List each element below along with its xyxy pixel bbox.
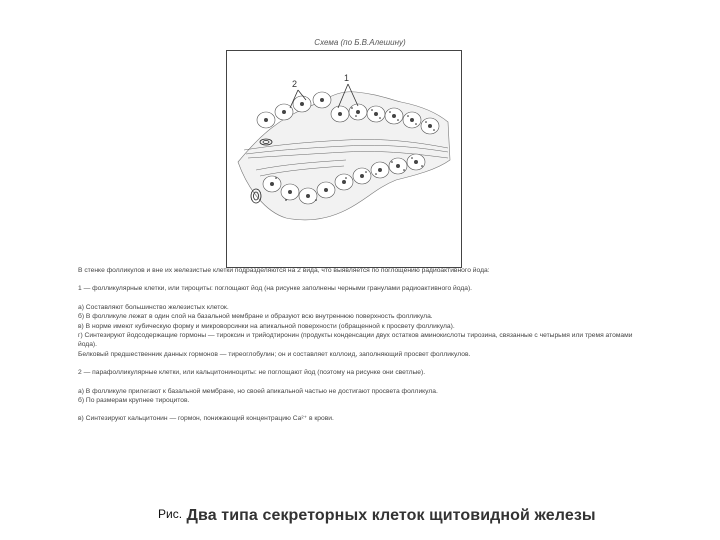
follicular-point-d: г) Синтезируют йодсодержащие гормоны — тироксин и трийодтиронин (продукты конденсации двух остатков аминокислоты тирозина, связанные с четырьмя или тремя атомами йода).: [78, 332, 633, 349]
spacer: [78, 378, 652, 387]
follicular-point-b: б) В фолликуле лежат в один слой на базальной мембране и образуют всю внутреннюю поверхность фолликула.: [78, 313, 433, 321]
histology-illustration: [226, 50, 462, 268]
follicular-note: Белковый предшественник данных гормонов — тиреоглобулин; он и составляет коллоид, заполняющий просвет фолликулов.: [78, 350, 471, 358]
follicular-cells-heading: 1 — фолликулярные клетки, или тироциты: поглощают йод (на рисунке заполнены черными гранулами радиоактивного йода).: [78, 285, 473, 293]
parafollicular-point-a: а) В фолликуле прилегают к базальной мембране, но своей апикальной частью не достигают просвета фолликула.: [78, 387, 438, 395]
figure-caption: [158, 507, 698, 525]
label-2: 2: [292, 79, 298, 89]
parafollicular-cells-heading: 2 — парафолликулярные клетки, или кальцитониноциты: не поглощают йод (поэтому на рисунке они светлые).: [78, 369, 426, 377]
caption-title: Два типа секреторных клеток щитовидной железы: [186, 507, 596, 524]
caption-prefix: Рис.: [158, 507, 183, 521]
scheme-title: Схема (по Б.В.Алешину): [314, 38, 406, 47]
intro-paragraph: В стенке фолликулов и вне их железистые клетки подразделяются на 2 вида, что выявляется по поглощению радиоактивного йода:: [78, 267, 490, 274]
follicular-point-a: а) Составляют большинство железистых клеток.: [78, 303, 229, 311]
spacer: [78, 294, 652, 303]
parafollicular-point-c: в) Синтезируют кальцитонин — гормон, понижающий концентрацию Ca²⁺ в крови.: [78, 415, 334, 423]
follicular-point-c: в) В норме имеют кубическую форму и микроворсинки на апикальной поверхности (обращенной к просвету фолликула).: [78, 322, 455, 330]
label-1: 1: [344, 73, 350, 83]
spacer: [78, 405, 652, 414]
spacer: [78, 359, 652, 368]
description-text: [78, 266, 652, 424]
spacer: [78, 275, 652, 284]
parafollicular-point-b: б) По размерам крупнее тироцитов.: [78, 397, 190, 405]
